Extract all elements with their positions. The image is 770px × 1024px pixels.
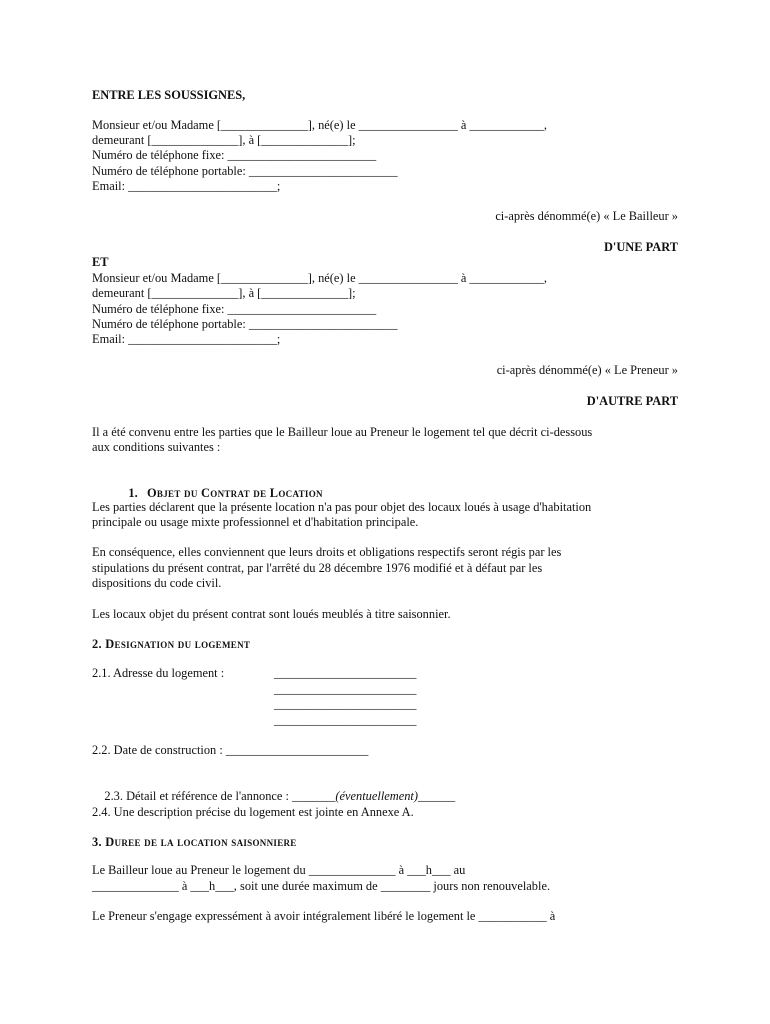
- section-1-title: Objet du Contrat de Location: [146, 486, 323, 500]
- section-1-p2-line-3: dispositions du code civil.: [92, 576, 222, 590]
- preneur-phone-fixed: Numéro de téléphone fixe: ________________________: [92, 302, 377, 316]
- section-1-p1-line-2: principale ou usage mixte professionnel et d'habitation principale.: [92, 515, 419, 529]
- section-3-p1-line-2: ______________ à ___h___, soit une durée maximum de ________ jours non renouvelable.: [92, 879, 551, 893]
- second-part-label: D'AUTRE PART: [586, 394, 678, 408]
- address-line-4: _______________________: [274, 713, 417, 727]
- construction-date-line: 2.2. Date de construction : _______________________: [92, 743, 369, 757]
- address-label: 2.1. Adresse du logement :: [92, 666, 225, 680]
- section-1-p3: Les locaux objet du présent contrat sont loués meublés à titre saisonnier.: [92, 607, 451, 621]
- bailleur-phone-fixed: Numéro de téléphone fixe: ________________________: [92, 148, 377, 162]
- intro-line-1: Il a été convenu entre les parties que le Bailleur loue au Preneur le logement tel que décrit ci-dessous: [92, 425, 593, 439]
- annonce-optional: (éventuellement): [335, 789, 418, 803]
- address-line-3: _______________________: [274, 697, 417, 711]
- and-heading: ET: [92, 255, 109, 269]
- section-2-title: 2. Designation du logement: [92, 637, 251, 651]
- annonce-label: 2.3. Détail et référence de l'annonce : _______: [104, 789, 336, 803]
- intro-line-2: aux conditions suivantes :: [92, 440, 221, 454]
- bailleur-address-line: demeurant [______________], à [______________];: [92, 133, 356, 147]
- section-3-p2: Le Preneur s'engage expressément à avoir intégralement libéré le logement le ___________ à: [92, 909, 556, 923]
- preneur-denomination: ci-après dénommé(e) « Le Preneur »: [496, 363, 678, 377]
- first-part-label: D'UNE PART: [603, 240, 678, 254]
- preneur-identity-line: Monsieur et/ou Madame [______________], né(e) le ________________ à ____________,: [92, 271, 547, 285]
- bailleur-email: Email: ________________________;: [92, 179, 281, 193]
- section-1-p2-line-2: stipulations du présent contrat, par l'arrêté du 28 décembre 1976 modifié et à défaut par les: [92, 561, 543, 575]
- section-1-p1-line-1: Les parties déclarent que la présente location n'a pas pour objet des locaux loués à usage d'habitation: [92, 500, 592, 514]
- description-line: 2.4. Une description précise du logement est jointe en Annexe A.: [92, 805, 414, 819]
- section-3-title: 3. Duree de la location saisonniere: [92, 835, 297, 849]
- section-1-number: 1.: [128, 486, 138, 500]
- preneur-email: Email: ________________________;: [92, 332, 281, 346]
- annonce-blank: ______: [417, 789, 456, 803]
- address-line-2: _______________________: [274, 682, 417, 696]
- bailleur-identity-line: Monsieur et/ou Madame [______________], né(e) le ________________ à ____________,: [92, 118, 547, 132]
- bailleur-phone-mobile: Numéro de téléphone portable: ________________________: [92, 164, 398, 178]
- preneur-phone-mobile: Numéro de téléphone portable: ________________________: [92, 317, 398, 331]
- address-line-1: _______________________: [274, 666, 417, 680]
- preneur-address-line: demeurant [______________], à [______________];: [92, 286, 356, 300]
- section-3-p1-line-1: Le Bailleur loue au Preneur le logement du ______________ à ___h___ au: [92, 863, 466, 877]
- parties-heading: ENTRE LES SOUSSIGNES,: [92, 88, 246, 102]
- section-1-p2-line-1: En conséquence, elles conviennent que leurs droits et obligations respectifs seront régis par les: [92, 545, 562, 559]
- bailleur-denomination: ci-après dénommé(e) « Le Bailleur »: [495, 209, 678, 223]
